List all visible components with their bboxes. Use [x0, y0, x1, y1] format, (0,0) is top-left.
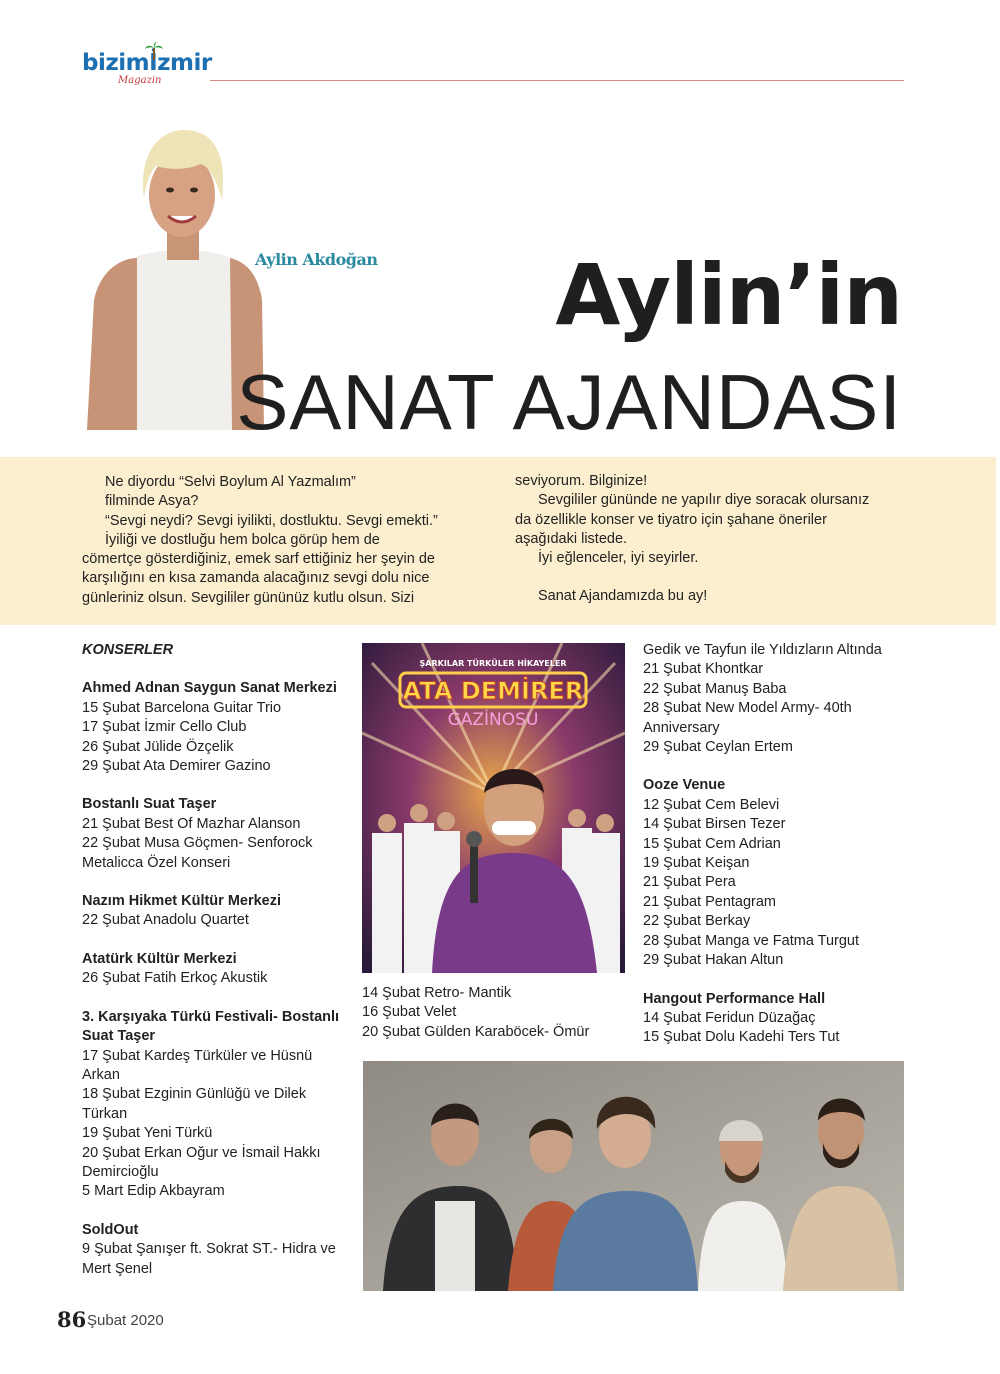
intro-line: da özellikle konser ve tiyatro için şahane öneriler [515, 511, 827, 528]
event-item: 18 Şubat Ezginin Günlüğü ve Dilek Türkan [82, 1086, 307, 1122]
poster-title: ATA DEMİRER [402, 677, 584, 705]
intro-box [0, 457, 996, 625]
venue-name: Ooze Venue [643, 777, 726, 794]
venue-name: Hangout Performance Hall [643, 990, 826, 1007]
event-item: 29 Şubat Ceylan Ertem [643, 739, 793, 756]
intro-line: seviyorum. Bilginize! [515, 473, 648, 489]
poster-subtitle: GAZİNOSU [447, 710, 539, 730]
event-item: 20 Şubat Gülden Karaböcek- Ömür [362, 1023, 590, 1040]
listings-column-2 [362, 984, 632, 1042]
issue-date: Şubat 2020 [87, 1312, 164, 1329]
event-item: 15 Şubat Cem Adrian [643, 835, 781, 852]
event-item: 28 Şubat New Model Army- 40th Anniversary [643, 700, 852, 736]
venue-section [643, 776, 905, 970]
intro-line: İyiliği ve dostluğu hem bolca görüp hem de [105, 531, 380, 548]
venue-section [82, 679, 342, 776]
event-item: 21 Şubat Best Of Mazhar Alanson [82, 815, 301, 832]
event-item: 21 Şubat Pera [643, 874, 736, 891]
intro-left-column [82, 473, 472, 608]
intro-line: aşağıdaki listede. [515, 530, 628, 547]
event-item: 22 Şubat Anadolu Quartet [82, 912, 249, 929]
event-item: 26 Şubat Fatih Erkoç Akustik [82, 970, 268, 987]
event-item: 19 Şubat Yeni Türkü [82, 1125, 213, 1142]
event-item: 15 Şubat Dolu Kadehi Ters Tut [643, 1029, 840, 1046]
venue-name: Atatürk Kültür Merkezi [82, 950, 237, 967]
event-item: 14 Şubat Retro- Mantik [362, 985, 512, 1001]
venue-name: Ahmed Adnan Saygun Sanat Merkezi [82, 680, 337, 697]
event-item: Gedik ve Tayfun ile Yıldızların Altında [643, 642, 882, 658]
venue-name: Bostanlı Suat Taşer [82, 796, 217, 813]
venue-name: 3. Karşıyaka Türkü Festivali- Bostanlı Suat Taşer [82, 1008, 340, 1045]
intro-line: filminde Asya? [105, 493, 199, 510]
logo-subtitle: Magazin [118, 75, 162, 86]
page-number: 86 [57, 1307, 87, 1332]
event-item: 22 Şubat Manuş Baba [643, 680, 787, 697]
event-item: 12 Şubat Cem Belevi [643, 796, 780, 813]
intro-right-column [515, 472, 900, 607]
intro-line: karşılığını en kısa zamanda alacağınız sevgi dolu nice [82, 570, 430, 587]
venue-name: SoldOut [82, 1221, 139, 1238]
event-item: 14 Şubat Birsen Tezer [643, 816, 786, 833]
page-title: Aylin’in [555, 246, 902, 344]
event-item: 21 Şubat Pentagram [643, 893, 777, 910]
intro-line: İyi eğlenceler, iyi seyirler. [538, 550, 699, 567]
intro-line: “Sevgi neydi? Sevgi iyilikti, dostluktu. Sevgi emekti.” [105, 512, 438, 529]
event-item: 20 Şubat Erkan Oğur ve İsmail Hakkı Demircioğlu [82, 1144, 321, 1180]
event-item: 5 Mart Edip Akbayram [82, 1183, 225, 1200]
logo-text: bizimİzmir [82, 50, 212, 76]
venue-section [82, 1221, 342, 1279]
event-item: 14 Şubat Feridun Düzağaç [643, 1009, 816, 1026]
header-divider [210, 80, 904, 81]
concert-poster-image [362, 643, 625, 973]
venue-section-continued [643, 641, 905, 757]
band-photo [363, 1061, 904, 1291]
venue-section [82, 892, 342, 931]
page-subtitle: SANAT AJANDASI [236, 358, 902, 446]
author-name: Aylin Akdoğan [255, 250, 378, 269]
venue-name: Nazım Hikmet Kültür Merkezi [82, 893, 282, 910]
intro-line: Ne diyordu “Selvi Boylum Al Yazmalım” [105, 474, 356, 490]
event-item: 17 Şubat İzmir Cello Club [82, 719, 247, 736]
intro-line: Sevgililer gününde ne yapılır diye soracak olursanız [538, 492, 870, 509]
venue-section [643, 990, 905, 1048]
palm-tree-icon [144, 42, 164, 60]
event-item: 17 Şubat Kardeş Türküler ve Hüsnü Arkan [82, 1047, 313, 1083]
magazine-logo [82, 50, 212, 86]
venue-section [82, 1008, 342, 1202]
event-item: 26 Şubat Jülide Özçelik [82, 738, 234, 755]
venue-section [82, 950, 342, 989]
listings-column-3 [643, 641, 905, 1067]
event-item: 22 Şubat Musa Göçmen- Senforock Metalicca Özel Konseri [82, 835, 313, 871]
event-item: 22 Şubat Berkay [643, 913, 751, 930]
event-item: 28 Şubat Manga ve Fatma Turgut [643, 932, 860, 949]
event-item: 16 Şubat Velet [362, 1004, 457, 1021]
intro-line: Sanat Ajandamızda bu ay! [538, 588, 708, 605]
poster-tagline: ŞARKILAR TÜRKÜLER HİKAYELER [419, 659, 567, 668]
venue-section [82, 795, 342, 873]
intro-line: günleriniz olsun. Sevgililer gününüz kutlu olsun. Sizi [82, 589, 415, 606]
event-item: 29 Şubat Ata Demirer Gazino [82, 758, 271, 775]
category-heading: KONSERLER [82, 642, 174, 658]
event-item: 15 Şubat Barcelona Guitar Trio [82, 699, 282, 716]
listings-column-1 [82, 641, 342, 1298]
event-item: 29 Şubat Hakan Altun [643, 952, 784, 969]
event-item: 19 Şubat Keişan [643, 855, 750, 872]
intro-line: cömertçe gösterdiğiniz, emek sarf ettiğiniz her şeyin de [82, 551, 435, 568]
event-item: 9 Şubat Şanışer ft. Sokrat ST.- Hidra ve Mert Şenel [82, 1241, 336, 1277]
event-item: 21 Şubat Khontkar [643, 661, 764, 678]
